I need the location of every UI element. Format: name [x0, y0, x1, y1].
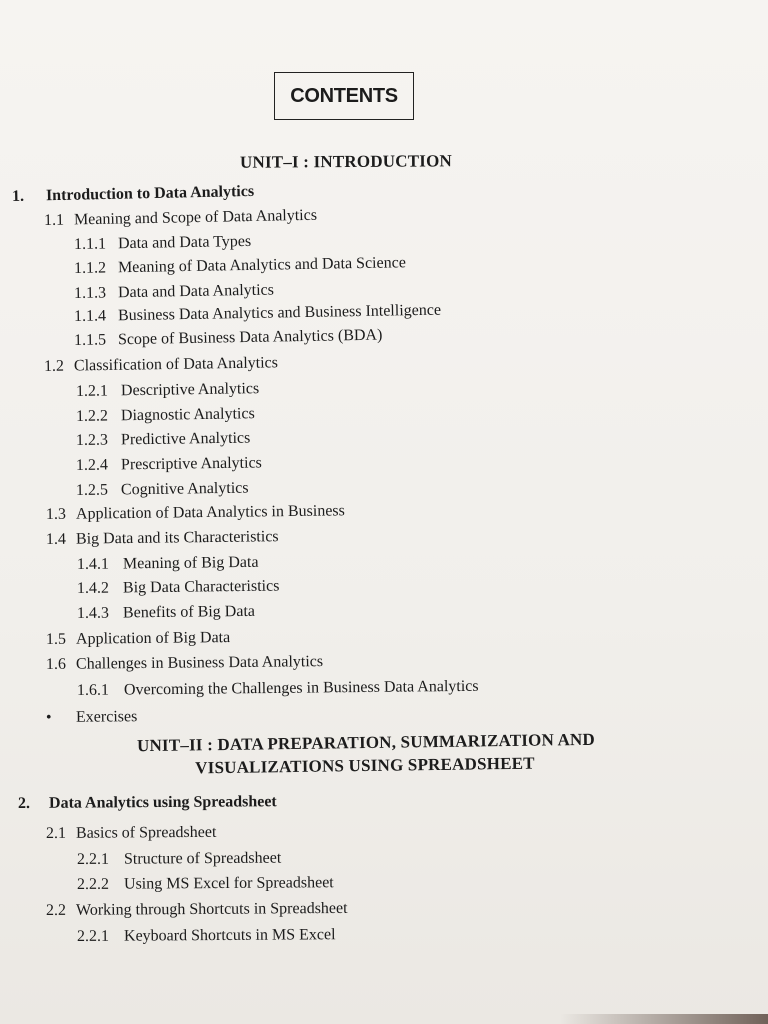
toc-entry-number: 1.2.2: [75, 407, 109, 425]
chapter2-heading: [18, 793, 277, 813]
chapter1-heading: [12, 183, 254, 206]
toc-entry-text: Benefits of Big Data: [122, 602, 256, 622]
page-edge-shadow: [560, 1014, 768, 1024]
toc-entry: [77, 850, 281, 869]
toc-entry: [46, 502, 345, 524]
toc-entry-number: 1.1.2: [73, 259, 107, 277]
toc-entry-number: 2.1: [45, 824, 67, 842]
toc-entry-text: Big Data Characteristics: [122, 577, 280, 597]
toc-entry-text: Cognitive Analytics: [120, 479, 249, 499]
toc-entry-text: Challenges in Business Data Analytics: [75, 653, 324, 673]
chapter2-title: Data Analytics using Spreadsheet: [48, 793, 277, 812]
toc-entry-number: 2.2.2: [76, 875, 110, 893]
toc-entry: [46, 708, 137, 727]
toc-entry: [74, 327, 383, 350]
toc-entry-number: 1.4: [45, 530, 67, 548]
chapter2-number: 2.: [17, 794, 31, 812]
toc-entry-text: Classification of Data Analytics: [73, 354, 279, 375]
toc-entry-text: Big Data and its Characteristics: [75, 528, 279, 548]
toc-entry-text: Data and Data Types: [117, 232, 252, 253]
contents-title: CONTENTS: [274, 72, 414, 120]
toc-entry-text: Business Data Analytics and Business Intelligence: [117, 301, 442, 325]
toc-entry: [74, 254, 406, 278]
toc-entry-number: •: [45, 708, 52, 726]
unit2-heading-line1: UNIT–II : DATA PREPARATION, SUMMARIZATION AND: [136, 729, 596, 756]
unit2-heading-line2: VISUALIZATIONS USING SPREADSHEET: [195, 753, 535, 778]
toc-entry: [46, 528, 279, 549]
toc-entry-text: Prescriptive Analytics: [120, 454, 262, 474]
toc-entry-text: Meaning and Scope of Data Analytics: [73, 206, 318, 229]
toc-entry-number: 1.4.2: [76, 579, 110, 597]
toc-entry-number: 1.2.5: [75, 481, 109, 499]
toc-entry: [76, 454, 262, 475]
toc-entry-number: 1.2: [43, 357, 65, 375]
toc-entry: [76, 480, 249, 500]
toc-entry: [76, 405, 255, 426]
toc-entry: [77, 603, 255, 623]
toc-entry-number: 1.1: [43, 211, 65, 229]
toc-entry: [46, 653, 323, 674]
toc-entry-number: 1.4.3: [76, 604, 110, 622]
toc-entry: [76, 430, 251, 450]
toc-entry-number: 1.1.1: [73, 235, 107, 253]
toc-entry-text: Descriptive Analytics: [120, 380, 260, 400]
toc-entry-number: 1.2.3: [75, 431, 109, 449]
toc-entry: [77, 554, 259, 574]
toc-entry: [74, 302, 441, 326]
toc-entry-number: 2.2.1: [76, 850, 110, 868]
unit1-heading: UNIT–I : INTRODUCTION: [239, 151, 453, 172]
toc-entry-number: 1.6: [45, 655, 67, 673]
toc-entry-number: 1.5: [45, 630, 67, 648]
toc-entry-number: 1.1.5: [73, 331, 107, 349]
toc-entry: [76, 380, 259, 401]
toc-entry-text: Meaning of Big Data: [122, 553, 259, 573]
toc-entry-number: 1.1.3: [73, 284, 107, 302]
toc-entry-number: 1.6.1: [76, 681, 110, 699]
toc-entry-number: 1.2.1: [75, 382, 109, 400]
toc-entry-number: 2.2: [45, 901, 67, 919]
toc-entry: [77, 874, 334, 894]
toc-entry-text: Working through Shortcuts in Spreadsheet: [75, 899, 348, 919]
chapter1-title: Introduction to Data Analytics: [45, 182, 255, 205]
toc-entry-text: Meaning of Data Analytics and Data Science: [117, 254, 406, 277]
toc-entry-text: Scope of Business Data Analytics (BDA): [117, 326, 383, 349]
toc-entry: [44, 354, 278, 376]
toc-entry-text: Data and Data Analytics: [117, 281, 275, 302]
toc-entry-text: Overcoming the Challenges in Business Data Analytics: [123, 677, 479, 699]
toc-entry-text: Exercises: [75, 708, 138, 726]
toc-entry: [77, 578, 280, 598]
toc-entry-text: Predictive Analytics: [120, 429, 251, 449]
toc-entry-text: Keyboard Shortcuts in MS Excel: [123, 926, 336, 945]
toc-entry-number: 2.2.1: [76, 927, 110, 945]
chapter1-number: 1.: [11, 187, 25, 205]
toc-entry: [46, 629, 230, 649]
toc-entry-text: Structure of Spreadsheet: [123, 849, 282, 868]
toc-entry: [46, 824, 217, 843]
toc-entry: [44, 207, 317, 230]
toc-entry: [77, 678, 479, 700]
toc-entry-text: Application of Data Analytics in Business: [75, 502, 345, 523]
toc-entry-number: 1.4.1: [76, 555, 110, 573]
toc-entry: [46, 900, 348, 920]
toc-entry: [77, 926, 336, 946]
toc-entry-text: Basics of Spreadsheet: [75, 823, 217, 842]
toc-entry-text: Diagnostic Analytics: [120, 405, 255, 425]
toc-entry-text: Application of Big Data: [75, 629, 231, 648]
toc-entry-number: 1.1.4: [73, 307, 107, 325]
toc-entry-number: 1.2.4: [75, 456, 109, 474]
toc-entry: [74, 233, 251, 254]
toc-entry: [74, 282, 274, 303]
toc-entry-number: 1.3: [45, 505, 67, 523]
toc-entry-text: Using MS Excel for Spreadsheet: [123, 874, 334, 893]
